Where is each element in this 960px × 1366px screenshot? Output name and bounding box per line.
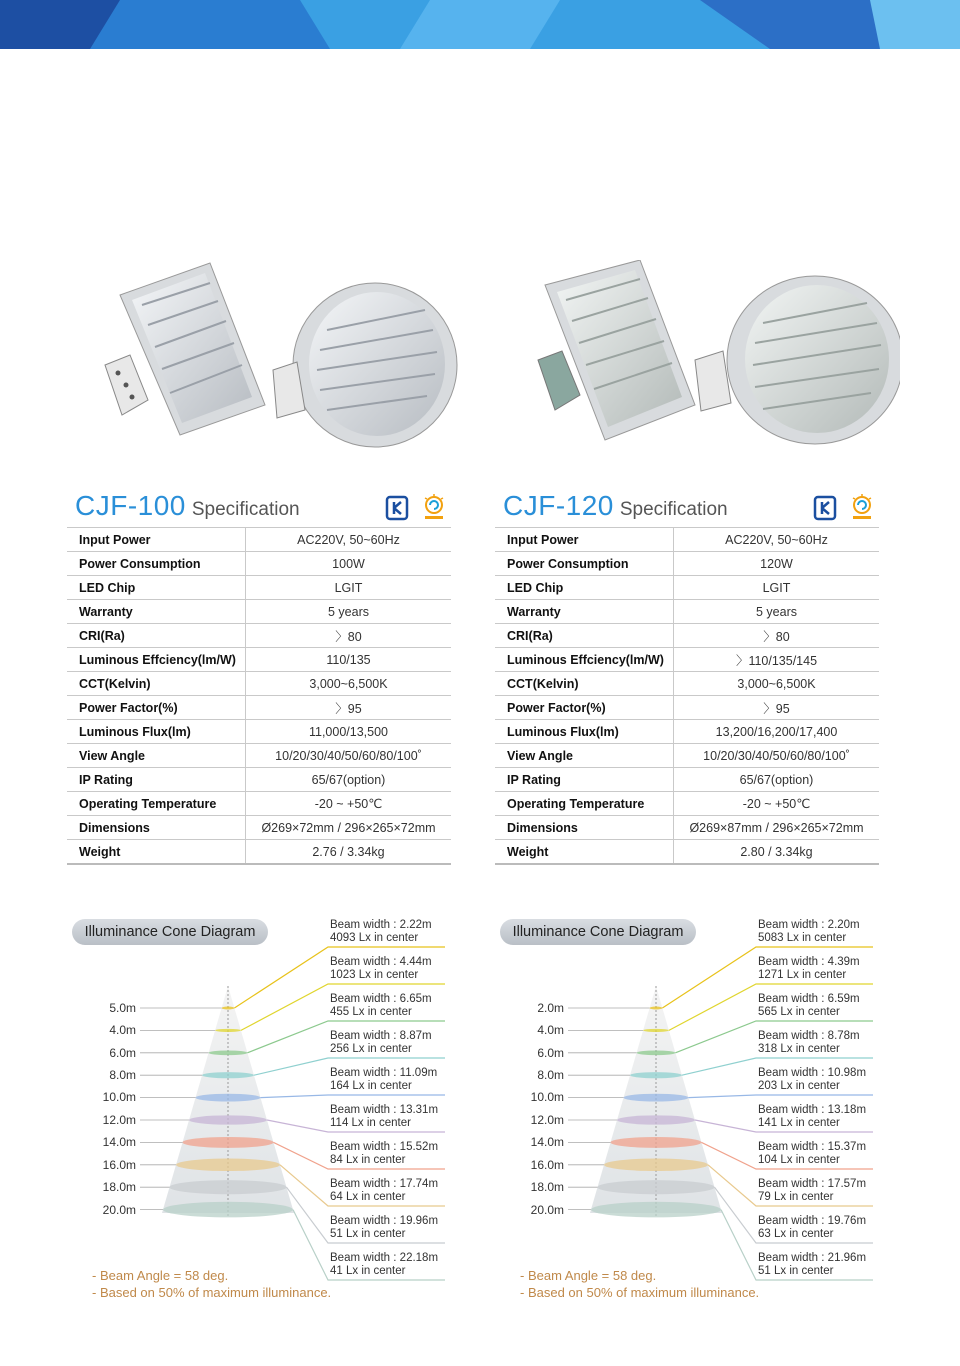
illuminance-level-ellipse xyxy=(215,1029,241,1032)
illuminance-level-ellipse xyxy=(611,1137,702,1148)
illuminance-level-ellipse xyxy=(209,1050,248,1055)
spec-row xyxy=(67,720,451,744)
beam-center-lux: 84 Lx in center xyxy=(330,1153,406,1166)
spec-row xyxy=(495,816,879,840)
beam-width: Beam width : 13.18m xyxy=(758,1104,867,1116)
spec-row xyxy=(67,768,451,792)
model-subtitle: Specification xyxy=(191,499,300,520)
beam-center-lux: 41 Lx in center xyxy=(330,1264,406,1277)
spec-key: View Angle xyxy=(495,744,674,768)
model-name: CJF-120 xyxy=(503,490,614,521)
beam-center-lux: 51 Lx in center xyxy=(758,1264,834,1277)
spec-row xyxy=(67,696,451,720)
beam-width: Beam width : 17.74m xyxy=(330,1178,439,1190)
spec-value: 13,200/16,200/17,400 xyxy=(674,720,880,744)
model-title xyxy=(75,490,300,522)
illuminance-level-ellipse xyxy=(617,1115,695,1124)
distance-label: 6.0m xyxy=(109,1046,136,1060)
beam-label xyxy=(330,1104,450,1129)
spec-value: -20 ~ +50℃ xyxy=(674,792,880,816)
beam-label xyxy=(330,956,450,981)
distance-label: 12.0m xyxy=(102,1113,136,1127)
illuminance-level-ellipse xyxy=(163,1202,293,1218)
spec-value: 〉110/135/145 xyxy=(674,648,880,672)
spec-value: 2.76 / 3.34kg xyxy=(246,840,452,865)
spec-row xyxy=(495,648,879,672)
beam-center-lux: 5083 Lx in center xyxy=(758,931,847,944)
beam-leader-line xyxy=(260,1095,445,1098)
beam-width: Beam width : 6.59m xyxy=(758,993,860,1005)
beam-label xyxy=(758,1141,878,1166)
illuminance-level-ellipse xyxy=(196,1094,261,1102)
spec-value: 〉95 xyxy=(246,696,452,720)
spec-row xyxy=(67,816,451,840)
spec-key: Weight xyxy=(495,840,674,865)
beam-width: Beam width : 10.98m xyxy=(758,1067,867,1079)
spec-key: CCT(Kelvin) xyxy=(495,672,674,696)
beam-width: Beam width : 15.52m xyxy=(330,1141,439,1153)
distance-label: 10.0m xyxy=(530,1090,564,1104)
spec-key: Warranty xyxy=(67,600,246,624)
kc-mark-icon xyxy=(385,494,411,522)
beam-label xyxy=(330,1030,450,1055)
illuminance-level-ellipse xyxy=(604,1159,708,1171)
beam-width: Beam width : 19.96m xyxy=(330,1215,439,1227)
illuminance-level-ellipse xyxy=(176,1159,280,1171)
beam-width: Beam width : 8.78m xyxy=(758,1030,860,1042)
beam-center-lux: 1023 Lx in center xyxy=(330,968,419,981)
distance-label: 10.0m xyxy=(102,1090,136,1104)
spec-row xyxy=(495,672,879,696)
spec-value: 110/135 xyxy=(246,648,452,672)
spec-value: 100W xyxy=(246,552,452,576)
spec-value: 5 years xyxy=(246,600,452,624)
illuminance-level-ellipse xyxy=(643,1029,669,1032)
distance-label: 14.0m xyxy=(530,1135,564,1149)
distance-label: 14.0m xyxy=(102,1135,136,1149)
beam-center-lux: 164 Lx in center xyxy=(330,1079,412,1092)
spec-key: Dimensions xyxy=(495,816,674,840)
spec-value: 〉80 xyxy=(674,624,880,648)
energy-efficiency-mark-icon xyxy=(421,494,447,522)
model-subtitle: Specification xyxy=(619,499,728,520)
distance-label: 20.0m xyxy=(530,1203,564,1217)
product-image-cjf-100 xyxy=(60,260,460,460)
distance-label: 18.0m xyxy=(530,1180,564,1194)
beam-leader-line xyxy=(688,1095,873,1098)
beam-label xyxy=(758,1178,878,1203)
spec-value: Ø269×72mm / 296×265×72mm xyxy=(246,816,452,840)
illuminance-level-ellipse xyxy=(183,1137,274,1148)
illuminance-level-ellipse xyxy=(637,1050,676,1055)
product-image-cjf-120 xyxy=(500,260,900,460)
spec-row xyxy=(495,600,879,624)
beam-label xyxy=(330,1215,450,1240)
beam-label xyxy=(758,1067,878,1092)
spec-key: Input Power xyxy=(495,528,674,552)
cone-notes xyxy=(92,1267,331,1301)
beam-label xyxy=(758,919,878,944)
beam-width: Beam width : 4.39m xyxy=(758,956,860,968)
distance-label: 6.0m xyxy=(537,1046,564,1060)
spec-row xyxy=(67,576,451,600)
beam-label xyxy=(758,956,878,981)
beam-angle-note: - Beam Angle = 58 deg. xyxy=(520,1268,657,1283)
beam-width: Beam width : 11.09m xyxy=(330,1067,438,1079)
beam-center-lux: 51 Lx in center xyxy=(330,1227,406,1240)
spec-value: 11,000/13,500 xyxy=(246,720,452,744)
spec-row xyxy=(67,744,451,768)
spec-key: Power Factor(%) xyxy=(67,696,246,720)
spec-value: LGIT xyxy=(246,576,452,600)
spec-value: 65/67(option) xyxy=(246,768,452,792)
spec-row xyxy=(67,672,451,696)
distance-label: 12.0m xyxy=(530,1113,564,1127)
beam-center-lux: 4093 Lx in center xyxy=(330,931,419,944)
spec-key: LED Chip xyxy=(495,576,674,600)
spec-key: Power Consumption xyxy=(67,552,246,576)
spec-value: AC220V, 50~60Hz xyxy=(674,528,880,552)
illuminance-level-ellipse xyxy=(591,1202,721,1218)
beam-label xyxy=(330,1178,450,1203)
illuminance-level-ellipse xyxy=(624,1094,689,1102)
spec-row xyxy=(67,648,451,672)
beam-center-lux: 1271 Lx in center xyxy=(758,968,847,981)
spec-value: 3,000~6,500K xyxy=(246,672,452,696)
beam-label xyxy=(330,1067,450,1092)
spec-key: View Angle xyxy=(67,744,246,768)
illuminance-level-ellipse xyxy=(202,1072,254,1078)
beam-width: Beam width : 6.65m xyxy=(330,993,432,1005)
beam-center-lux: 318 Lx in center xyxy=(758,1042,840,1055)
spec-value: Ø269×87mm / 296×265×72mm xyxy=(674,816,880,840)
beam-width: Beam width : 8.87m xyxy=(330,1030,432,1042)
illuminance-level-ellipse xyxy=(650,1007,663,1010)
spec-row xyxy=(495,624,879,648)
distance-label: 8.0m xyxy=(109,1068,136,1082)
beam-center-lux: 565 Lx in center xyxy=(758,1005,840,1018)
distance-label: 2.0m xyxy=(537,1001,564,1015)
spec-key: IP Rating xyxy=(67,768,246,792)
spec-value: 2.80 / 3.34kg xyxy=(674,840,880,865)
beam-width: Beam width : 21.96m xyxy=(758,1252,867,1264)
model-title xyxy=(503,490,728,522)
spec-row xyxy=(495,720,879,744)
spec-key: Luminous Effciency(lm/W) xyxy=(67,648,246,672)
illuminance-level-ellipse xyxy=(189,1115,267,1124)
illuminance-level-ellipse xyxy=(598,1180,715,1194)
spec-value: 〉95 xyxy=(674,696,880,720)
spec-value: 5 years xyxy=(674,600,880,624)
model-name: CJF-100 xyxy=(75,490,186,521)
cone-diagram-title: Illuminance Cone Diagram xyxy=(72,919,268,945)
illuminance-level-ellipse xyxy=(630,1072,682,1078)
beam-center-lux: 79 Lx in center xyxy=(758,1190,834,1203)
distance-label: 20.0m xyxy=(102,1203,136,1217)
spec-value: 120W xyxy=(674,552,880,576)
spec-table-cjf-120 xyxy=(495,527,879,865)
kc-mark-icon xyxy=(813,494,839,522)
beam-label xyxy=(758,1104,878,1129)
spec-key: Luminous Flux(lm) xyxy=(67,720,246,744)
beam-label xyxy=(758,1030,878,1055)
beam-center-lux: 256 Lx in center xyxy=(330,1042,412,1055)
beam-width: Beam width : 2.20m xyxy=(758,919,860,931)
beam-center-lux: 455 Lx in center xyxy=(330,1005,412,1018)
beam-center-lux: 141 Lx in center xyxy=(758,1116,840,1129)
spec-value: 〉80 xyxy=(246,624,452,648)
spec-row xyxy=(495,576,879,600)
spec-row xyxy=(495,792,879,816)
spec-key: Dimensions xyxy=(67,816,246,840)
distance-label: 16.0m xyxy=(530,1158,564,1172)
beam-center-lux: 114 Lx in center xyxy=(330,1116,411,1129)
beam-width: Beam width : 4.44m xyxy=(330,956,432,968)
spec-value: 3,000~6,500K xyxy=(674,672,880,696)
beam-angle-note: - Beam Angle = 58 deg. xyxy=(92,1268,229,1283)
spec-row xyxy=(495,840,879,865)
spec-row xyxy=(495,552,879,576)
spec-row xyxy=(67,840,451,865)
spec-key: LED Chip xyxy=(67,576,246,600)
cone-diagram-title: Illuminance Cone Diagram xyxy=(500,919,696,945)
beam-width: Beam width : 15.37m xyxy=(758,1141,867,1153)
beam-label xyxy=(330,1252,450,1277)
beam-label xyxy=(330,1141,450,1166)
spec-value: 65/67(option) xyxy=(674,768,880,792)
spec-key: CCT(Kelvin) xyxy=(67,672,246,696)
beam-label xyxy=(758,1215,878,1240)
distance-label: 4.0m xyxy=(109,1023,136,1037)
spec-key: Power Factor(%) xyxy=(495,696,674,720)
spec-row xyxy=(495,528,879,552)
spec-key: CRI(Ra) xyxy=(67,624,246,648)
spec-value: 10/20/30/40/50/60/80/100˚ xyxy=(246,744,452,768)
spec-table-cjf-100 xyxy=(67,527,451,865)
spec-key: Luminous Effciency(lm/W) xyxy=(495,648,674,672)
beam-label xyxy=(758,1252,878,1277)
cone-notes xyxy=(520,1267,759,1301)
spec-header-cjf-100 xyxy=(67,490,451,526)
spec-header-cjf-120 xyxy=(495,490,879,526)
illuminance-level-ellipse xyxy=(222,1007,235,1010)
spec-key: Input Power xyxy=(67,528,246,552)
spec-row xyxy=(67,528,451,552)
spec-key: Operating Temperature xyxy=(67,792,246,816)
spec-row xyxy=(495,768,879,792)
beam-width: Beam width : 19.76m xyxy=(758,1215,867,1227)
beam-center-lux: 104 Lx in center xyxy=(758,1153,840,1166)
spec-value: 10/20/30/40/50/60/80/100˚ xyxy=(674,744,880,768)
spec-value: -20 ~ +50℃ xyxy=(246,792,452,816)
beam-center-lux: 203 Lx in center xyxy=(758,1079,840,1092)
top-banner xyxy=(0,0,960,49)
spec-row xyxy=(67,600,451,624)
spec-key: Weight xyxy=(67,840,246,865)
beam-label xyxy=(330,993,450,1018)
energy-efficiency-mark-icon xyxy=(849,494,875,522)
illuminance-basis-note: - Based on 50% of maximum illuminance. xyxy=(520,1285,760,1300)
beam-width: Beam width : 13.31m xyxy=(330,1104,439,1116)
beam-center-lux: 63 Lx in center xyxy=(758,1227,834,1240)
illuminance-basis-note: - Based on 50% of maximum illuminance. xyxy=(92,1285,332,1300)
illuminance-level-ellipse xyxy=(170,1180,287,1194)
spec-value: LGIT xyxy=(674,576,880,600)
spec-row xyxy=(495,696,879,720)
distance-label: 8.0m xyxy=(537,1068,564,1082)
spec-row xyxy=(67,552,451,576)
distance-label: 5.0m xyxy=(109,1001,136,1015)
spec-row xyxy=(67,792,451,816)
beam-center-lux: 64 Lx in center xyxy=(330,1190,406,1203)
distance-label: 4.0m xyxy=(537,1023,564,1037)
beam-label xyxy=(330,919,450,944)
beam-label xyxy=(758,993,878,1018)
beam-width: Beam width : 17.57m xyxy=(758,1178,867,1190)
spec-row xyxy=(67,624,451,648)
spec-key: Power Consumption xyxy=(495,552,674,576)
distance-label: 16.0m xyxy=(102,1158,136,1172)
spec-key: IP Rating xyxy=(495,768,674,792)
beam-width: Beam width : 22.18m xyxy=(330,1252,439,1264)
distance-label: 18.0m xyxy=(102,1180,136,1194)
spec-key: CRI(Ra) xyxy=(495,624,674,648)
spec-key: Luminous Flux(lm) xyxy=(495,720,674,744)
beam-width: Beam width : 2.22m xyxy=(330,919,432,931)
spec-value: AC220V, 50~60Hz xyxy=(246,528,452,552)
spec-row xyxy=(495,744,879,768)
spec-key: Warranty xyxy=(495,600,674,624)
spec-key: Operating Temperature xyxy=(495,792,674,816)
